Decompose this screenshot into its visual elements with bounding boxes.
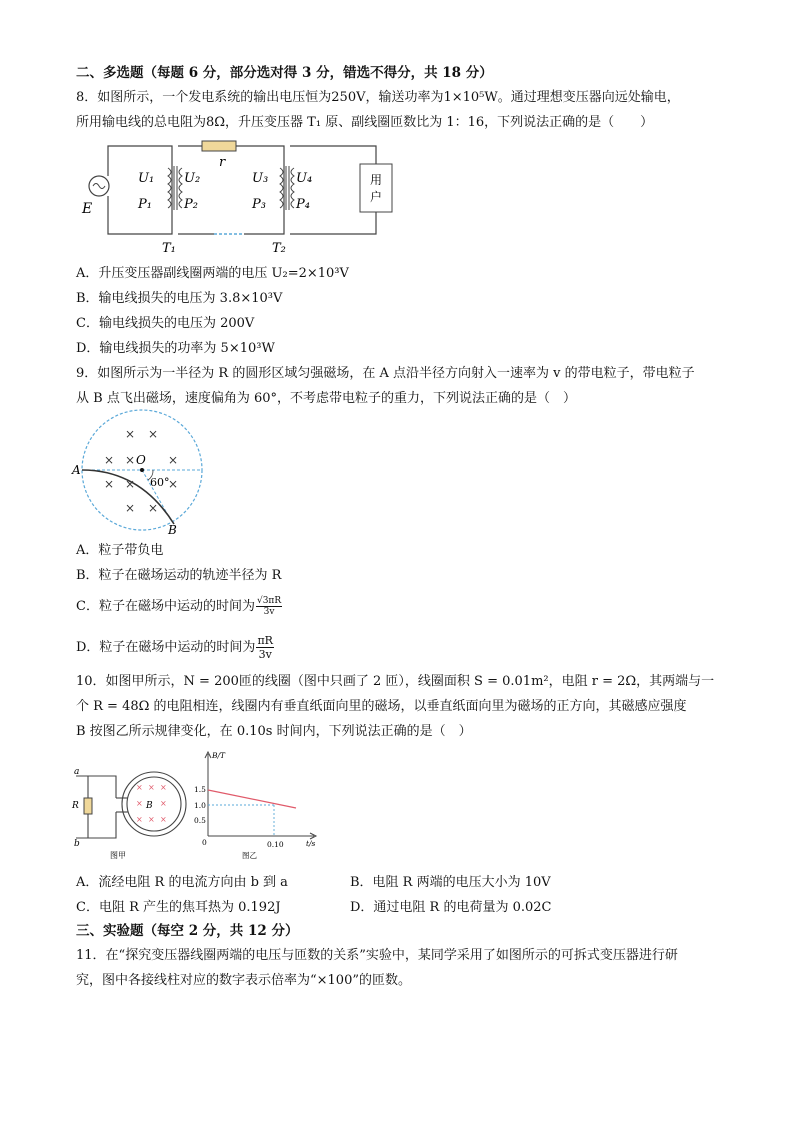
q10-coil-and-graph-figure — [70, 746, 330, 864]
svg-text:P₃: P₃ — [252, 197, 266, 212]
svg-text:图甲: 图甲 — [110, 851, 126, 860]
svg-text:×: × — [136, 783, 143, 792]
svg-text:0.10: 0.10 — [267, 840, 284, 849]
q9-option-d: D．粒子在磁场中运动的时间为 $\frac{\pi R}{3v}$ — [76, 634, 273, 661]
q9-magnetic-field-circle-figure — [70, 408, 210, 536]
q11-stem-line-2: 究，图中各接线柱对应的数字表示倍率为“×100”的匝数。 — [76, 973, 411, 988]
svg-text:×: × — [148, 501, 159, 515]
svg-text:×: × — [125, 477, 136, 491]
svg-text:b: b — [74, 839, 80, 849]
svg-text:×: × — [148, 815, 155, 824]
svg-text:U₃: U₃ — [252, 171, 269, 186]
svg-text:P₁: P₁ — [138, 197, 152, 212]
svg-text:0: 0 — [202, 838, 207, 847]
q8-option-d: D．输电线损失的功率为 5×10³W — [76, 341, 275, 356]
q10-option-b: B．电阻 R 两端的电压大小为 10V — [350, 875, 551, 890]
svg-text:P₄: P₄ — [296, 197, 310, 212]
svg-text:B/T: B/T — [212, 751, 226, 760]
section-3-heading: 三、实验题（每空 2 分，共 12 分） — [76, 923, 299, 939]
q8-option-c: C．输电线损失的电压为 200V — [76, 316, 255, 331]
svg-text:B: B — [168, 523, 177, 536]
svg-text:×: × — [136, 815, 143, 824]
resistor-r — [202, 141, 236, 151]
svg-text:×: × — [168, 477, 179, 491]
svg-text:用: 用 — [369, 173, 383, 187]
section-2-heading: 二、多选题（每题 6 分，部分选对得 3 分，错选不得分，共 18 分） — [76, 65, 493, 81]
svg-text:A: A — [72, 463, 81, 477]
svg-text:×: × — [136, 799, 143, 808]
svg-text:T₂: T₂ — [272, 241, 286, 256]
svg-text:0.5: 0.5 — [194, 816, 206, 825]
user-load-box — [360, 164, 392, 212]
svg-text:×: × — [160, 783, 167, 792]
svg-text:×: × — [125, 427, 136, 441]
q9-option-a: A．粒子带负电 — [76, 543, 164, 558]
q9-option-c: C．粒子在磁场中运动的时间为 $\frac{√3\pi R}{3v}$ — [76, 596, 282, 617]
svg-text:×: × — [148, 427, 159, 441]
svg-text:O: O — [136, 453, 146, 467]
svg-text:×: × — [160, 815, 167, 824]
q8-transmission-circuit-figure — [74, 138, 394, 256]
svg-text:×: × — [168, 453, 179, 467]
q10-option-d: D．通过电阻 R 的电荷量为 0.02C — [350, 900, 552, 915]
svg-text:×: × — [148, 783, 155, 792]
svg-text:1.5: 1.5 — [194, 785, 206, 794]
q9-stem-line-2: 从 B 点飞出磁场，速度偏角为 60°，不考虑带电粒子的重力，下列说法正确的是（ ） — [76, 391, 576, 406]
q8-option-b: B．输电线损失的电压为 3.8×10³V — [76, 291, 283, 306]
svg-text:r: r — [219, 155, 226, 170]
resistor-R — [84, 798, 92, 814]
svg-text:×: × — [160, 799, 167, 808]
q9-option-b: B．粒子在磁场运动的轨迹半径为 R — [76, 568, 282, 583]
q8-stem-line-2: 所用输电线的总电阻为8Ω，升压变压器 T₁ 原、副线圈匝数比为 1：16，下列说法正确的是（ ） — [76, 115, 654, 130]
q10-stem-line-3: B 按图乙所示规律变化，在 0.10s 时间内，下列说法正确的是（ ） — [76, 724, 472, 739]
svg-text:t/s: t/s — [306, 839, 316, 848]
q9-stem-line-1: 9．如图所示为一半径为 R 的圆形区域匀强磁场，在 A 点沿半径方向射入一速率为 v 的带电粒子，带电粒子 — [76, 366, 695, 381]
q10-stem-line-1: 10．如图甲所示，N = 200匝的线圈（图中只画了 2 匝），线圈面积 S = 0.01m²，电阻 r = 2Ω，其两端与一 — [76, 674, 715, 689]
svg-text:E: E — [82, 201, 93, 217]
svg-text:B: B — [146, 801, 153, 811]
svg-text:图乙: 图乙 — [242, 851, 257, 860]
svg-text:U₄: U₄ — [296, 171, 313, 186]
q8-stem-line-1: 8．如图所示，一个发电系统的输出电压恒为250V，输送功率为1×10⁵W。通过理想变压器向远处输电， — [76, 90, 680, 105]
q10-option-a: A．流经电阻 R 的电流方向由 b 到 a — [76, 875, 288, 890]
svg-text:a: a — [74, 767, 80, 777]
svg-text:×: × — [125, 501, 136, 515]
svg-text:P₂: P₂ — [184, 197, 198, 212]
svg-text:户: 户 — [369, 190, 383, 204]
svg-text:T₁: T₁ — [162, 241, 176, 256]
svg-text:×: × — [125, 453, 136, 467]
q9-option-c-fraction: $\frac{√3\pi R}{3v}$ — [256, 596, 282, 617]
q11-stem-line-1: 11．在“探究变压器线圈两端的电压与匝数的关系”实验中，某同学采用了如图所示的可拆式变压器进行研 — [76, 948, 678, 963]
svg-text:U₂: U₂ — [184, 171, 201, 186]
svg-text:U₁: U₁ — [138, 171, 155, 186]
q9-option-d-fraction: $\frac{\pi R}{3v}$ — [257, 634, 273, 661]
svg-text:R: R — [72, 801, 79, 811]
svg-text:1.0: 1.0 — [194, 801, 206, 810]
q10-option-c: C．电阻 R 产生的焦耳热为 0.192J — [76, 900, 281, 915]
svg-text:60°: 60° — [150, 476, 170, 489]
svg-text:×: × — [104, 477, 115, 491]
svg-text:×: × — [104, 453, 115, 467]
q8-option-a: A．升压变压器副线圈两端的电压 U₂=2×10³V — [76, 266, 349, 281]
q10-stem-line-2: 个 R = 48Ω 的电阻相连，线圈内有垂直纸面向里的磁场，以垂直纸面向里为磁场的正方向，其磁感应强度 — [76, 699, 687, 714]
